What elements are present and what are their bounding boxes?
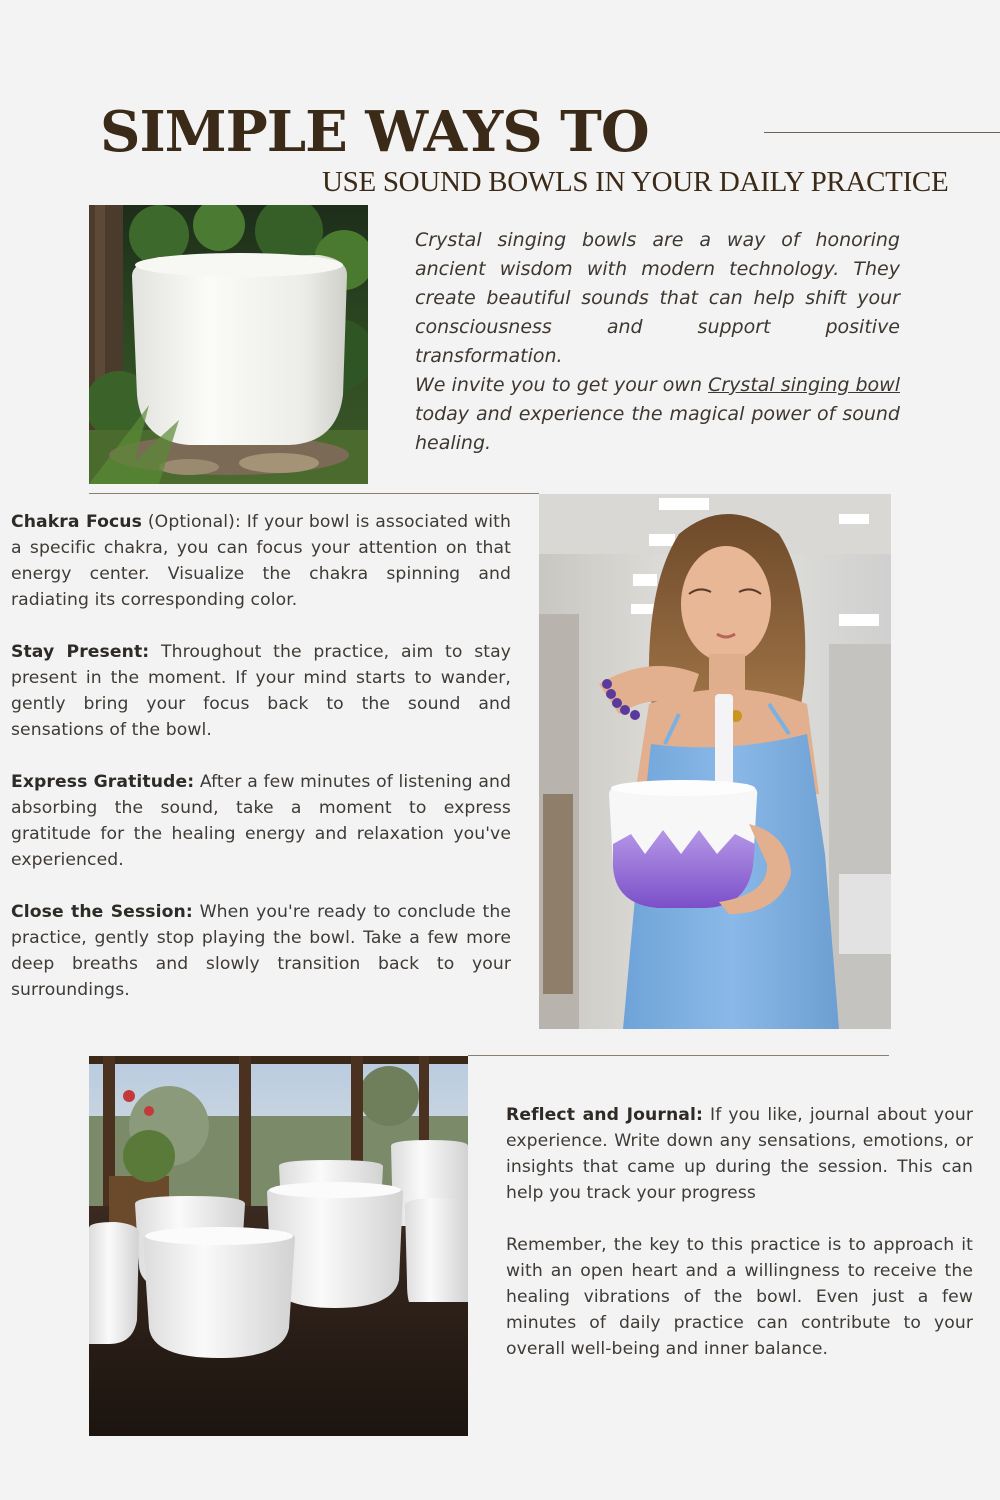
step-heading: Close the Session: xyxy=(11,902,193,922)
step-heading: Chakra Focus xyxy=(11,512,142,532)
step-heading: Reflect and Journal: xyxy=(506,1105,703,1125)
reflection-section xyxy=(506,1102,973,1388)
section-divider-bottom xyxy=(468,1055,889,1056)
step-close-session xyxy=(11,899,511,1003)
practice-steps xyxy=(11,509,511,1029)
step-text: When you're ready to conclude the practice, gently stop playing the bowl. Take a few more deep breaths and slowly transition back to your surroundings. xyxy=(11,902,511,1000)
step-text: (Optional): If your bowl is associated with a specific chakra, you can focus your attention on that energy center. Visualize the chakra spinning and radiating its corresponding color. xyxy=(11,512,511,610)
step-express-gratitude xyxy=(11,769,511,873)
step-text: If you like, journal about your experience. Write down any sensations, emotions, or insights that came up during the session. This can help you track your progress xyxy=(506,1105,973,1203)
step-reflect-journal xyxy=(506,1102,973,1206)
crystal-bowl-link[interactable]: Crystal singing bowl xyxy=(708,374,900,396)
invite-paragraph xyxy=(415,371,900,458)
page-subtitle: USE SOUND BOWLS IN YOUR DAILY PRACTICE xyxy=(322,166,949,198)
intro-paragraph: Crystal singing bowls are a way of honoring ancient wisdom with modern technology. They create beautiful sounds that can help shift your consciousness and support positive transformation. xyxy=(415,229,900,367)
step-text: After a few minutes of listening and absorbing the sound, take a moment to express gratitude for the healing energy and relaxation you've experienced. xyxy=(11,772,511,870)
step-heading: Stay Present: xyxy=(11,642,150,662)
page-title: SIMPLE WAYS TO xyxy=(100,99,649,165)
step-stay-present xyxy=(11,639,511,743)
bowls-table-photo xyxy=(89,1056,468,1436)
bowl-garden-photo xyxy=(89,205,368,484)
step-chakra-focus xyxy=(11,509,511,613)
intro-text xyxy=(415,226,900,458)
woman-bowl-photo xyxy=(539,494,891,1029)
closing-paragraph: Remember, the key to this practice is to approach it with an open heart and a willingness to receive the healing vibrations of the bowl. Even just a few minutes of daily practice can contribute to your overall well-being and inner balance. xyxy=(506,1235,973,1359)
step-text: Throughout the practice, aim to stay present in the moment. If your mind starts to wander, gently bring your focus back to the sound and sensations of the bowl. xyxy=(11,642,511,740)
title-divider xyxy=(764,132,1000,133)
step-heading: Express Gratitude: xyxy=(11,772,195,792)
section-divider xyxy=(89,493,539,494)
invite-text: We invite you to get your own xyxy=(415,374,709,396)
invite-text-end: today and experience the magical power of sound healing. xyxy=(415,403,900,454)
